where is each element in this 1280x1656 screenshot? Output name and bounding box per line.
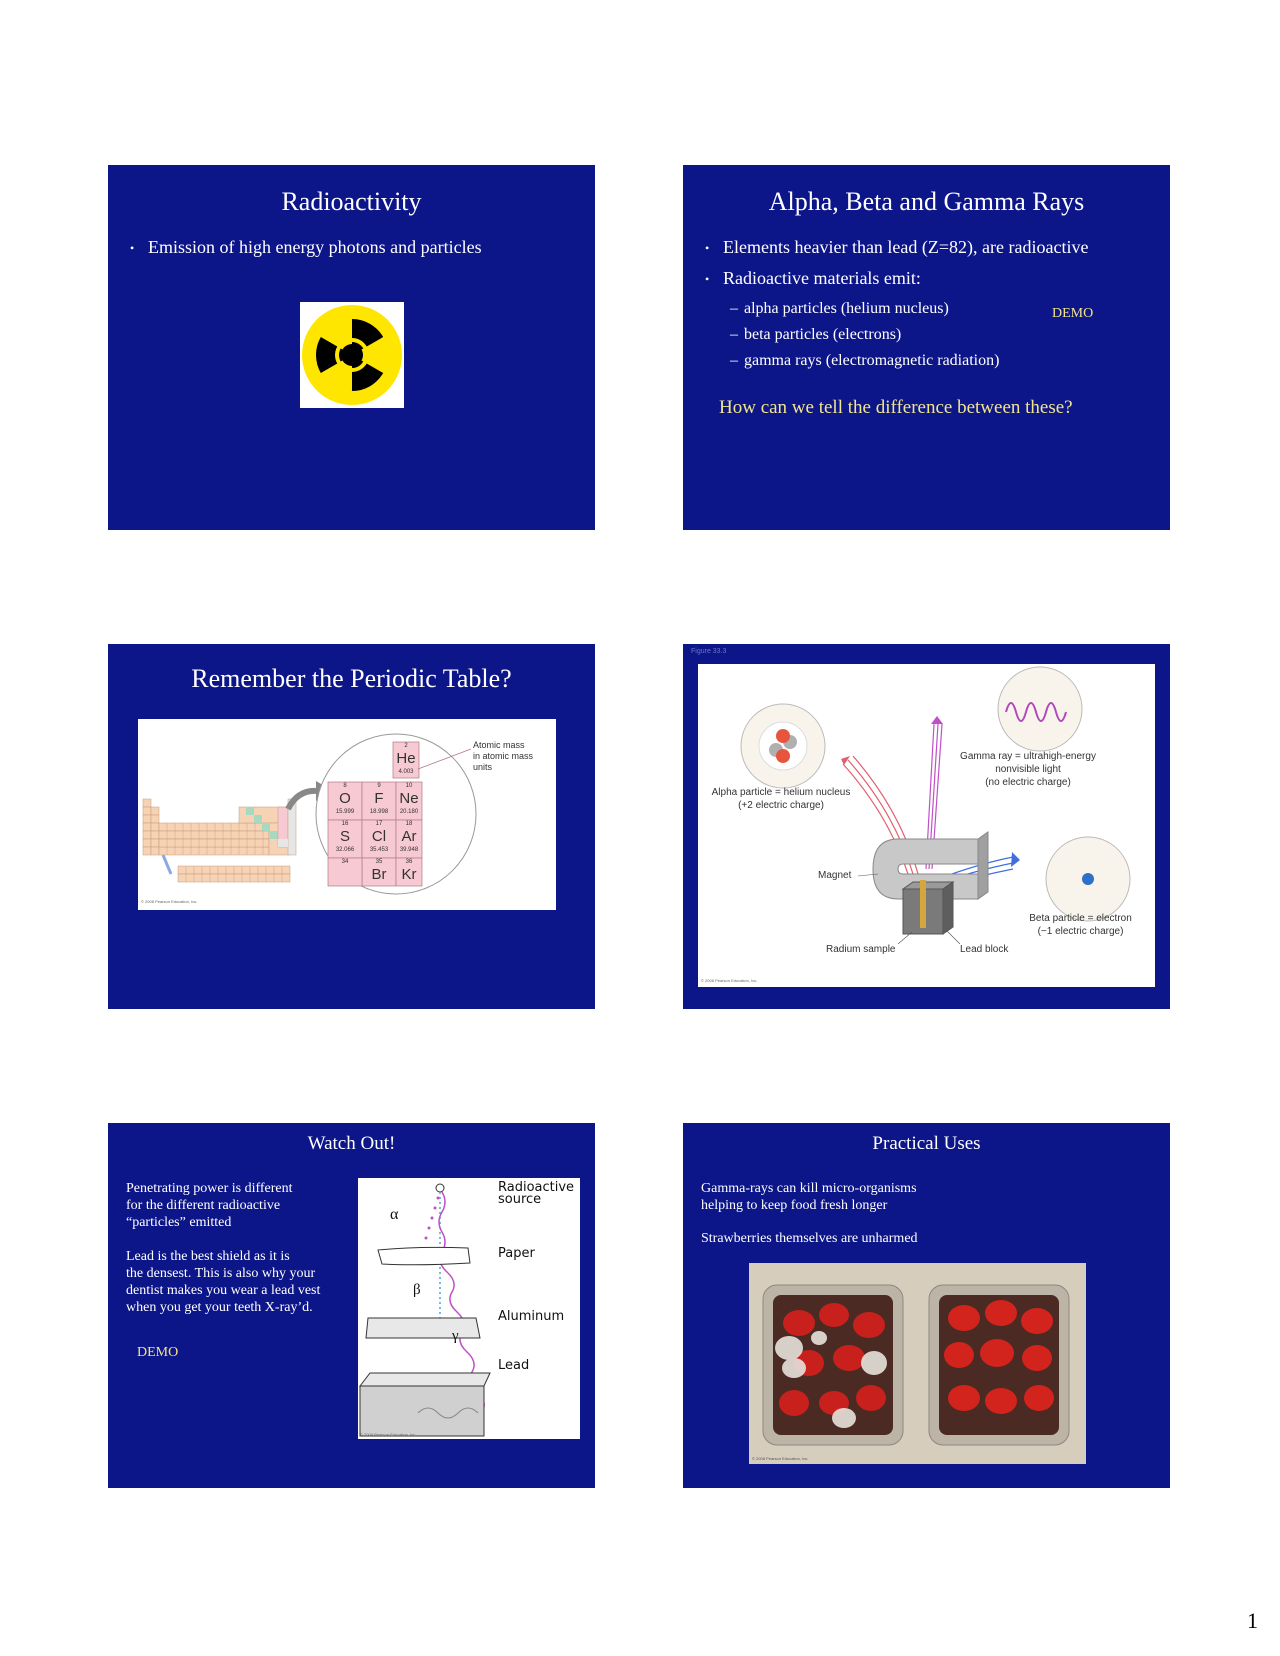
element-mass: 39.948 [399,847,419,853]
deflection-figure [698,664,1155,987]
bullet-text: Elements heavier than lead (Z=82), are radioactive [723,237,1089,257]
text-line: when you get your teeth X-ray’d. [126,1300,313,1315]
slide-practical-uses [683,1123,1170,1488]
element-number: 18 [405,821,413,827]
element-mass: 18.998 [369,809,389,815]
slide-alpha-beta-gamma [683,165,1170,530]
text-line: Gamma-rays can kill micro-organisms [701,1181,917,1196]
text-line: helping to keep food fresh longer [701,1198,888,1213]
label-line: Radioactive [498,1180,575,1195]
text-line: for the different radioactive [126,1198,281,1213]
slide-title: Watch Out! [307,1133,396,1154]
text-line: the densest. This is also why your [126,1266,316,1281]
magnet-label: Magnet [818,870,852,881]
sub-bullet-text: beta particles (electrons) [744,326,902,343]
beta-particle-label [1008,912,1153,938]
element-mass: 4.003 [398,769,414,775]
bullet-text: Radioactive materials emit: [723,268,921,288]
sub-bullet-item [730,300,949,318]
label-line: Gamma ray = ultrahigh-energy [960,751,1096,762]
label-line: source [498,1192,542,1207]
copyright-text: © 2008 Pearson Education, Inc. [701,978,758,983]
bullet-icon: • [705,272,710,286]
dash-icon: – [730,352,738,369]
text-line: Lead is the best shield as it is [126,1249,290,1264]
lead-shield-text [126,1248,320,1316]
sub-bullet-text: gamma rays (electromagnetic radiation) [744,352,1000,369]
beta-symbol: β [413,1282,421,1298]
figure-label: Figure 33.3 [691,648,727,655]
penetration-diagram [358,1178,580,1439]
slide-radioactivity [108,165,595,530]
label-line: (+2 electric charge) [738,800,824,811]
atomic-mass-callout [473,740,533,773]
element-mass: 20.180 [399,809,419,815]
bullet-text: Emission of high energy photons and particles [148,237,482,257]
label-line: nonvisible light [995,764,1061,775]
element-symbol: F [374,790,384,807]
sub-bullet-text: alpha particles (helium nucleus) [744,300,949,317]
gamma-food-text [701,1180,917,1214]
radioactive-source-label [498,1182,574,1206]
element-symbol: Br [371,866,387,883]
element-symbol: Ar [401,828,417,845]
label-line: (−1 electric charge) [1037,926,1124,937]
element-symbol: He [396,750,416,767]
bullet-item [705,237,1089,258]
lead-block-label: Lead block [960,944,1009,955]
slide-title: Practical Uses [872,1133,981,1154]
element-symbol: Kr [401,866,417,883]
strawberries-text: Strawberries themselves are unharmed [701,1231,918,1246]
element-symbol: Cl [371,828,387,845]
slide-title: Alpha, Beta and Gamma Rays [768,187,1085,216]
gamma-ray-label [948,750,1108,789]
element-symbol: S [339,828,350,845]
radium-sample-label: Radium sample [826,944,896,955]
label-line: (no electric charge) [985,777,1071,788]
penetrating-power-text [126,1180,293,1231]
slide-title: Radioactivity [281,187,422,216]
demo-label: DEMO [137,1345,179,1360]
element-number: 8 [343,783,347,789]
slide-radiation-deflection-figure [683,644,1170,1009]
element-mass: 32.066 [335,847,355,853]
deflection-graphic [698,664,1155,987]
label-line: Beta particle = electron [1029,913,1132,924]
bullet-item [130,237,482,258]
periodic-table-figure [138,719,556,910]
callout-line: units [473,762,493,772]
slide-periodic-table [108,644,595,1009]
callout-line: in atomic mass [473,751,534,761]
question-text: How can we tell the difference between these? [719,397,1073,418]
element-number: 36 [405,859,413,865]
paper-label: Paper [498,1246,535,1261]
copyright-text: © 2008 Pearson Education, Inc. [360,1432,417,1437]
label-line: Alpha particle = helium nucleus [711,787,851,798]
element-number: 17 [375,821,383,827]
strawberries-graphic [749,1263,1086,1464]
slide-watch-out [108,1123,595,1488]
sub-bullet-item [730,352,1000,370]
element-symbol: Ne [399,790,419,807]
copyright-text: © 2008 Pearson Education, Inc. [752,1456,809,1461]
element-number: 16 [341,821,349,827]
element-symbol: O [339,790,351,807]
dash-icon: – [730,326,738,343]
aluminum-label: Aluminum [498,1309,565,1324]
element-number: 34 [341,859,349,865]
text-line: “particles” emitted [126,1215,232,1230]
element-mass: 35.453 [369,847,389,853]
slide-title: Remember the Periodic Table? [191,664,512,693]
element-number: 10 [405,783,413,789]
bullet-icon: • [705,241,710,255]
alpha-particle-label [701,786,861,812]
lead-label: Lead [498,1358,530,1373]
radiation-trefoil-icon [300,302,404,408]
gamma-symbol: γ [452,1328,459,1344]
demo-label: DEMO [1052,306,1094,321]
element-number: 2 [404,743,408,749]
page-number: 1 [1247,1608,1258,1633]
strawberries-photo [749,1263,1086,1464]
element-number: 35 [375,859,383,865]
dash-icon: – [730,300,738,317]
bullet-icon: • [130,241,135,255]
element-mass: 15.999 [335,809,355,815]
copyright-text: © 2008 Pearson Education, Inc. [141,899,198,904]
callout-line: Atomic mass [473,740,525,750]
bullet-item [705,268,921,289]
element-number: 9 [377,783,381,789]
alpha-symbol: α [390,1206,399,1223]
text-line: dentist makes you wear a lead vest [126,1283,321,1298]
text-line: Penetrating power is different [126,1181,293,1196]
sub-bullet-item [730,326,902,344]
